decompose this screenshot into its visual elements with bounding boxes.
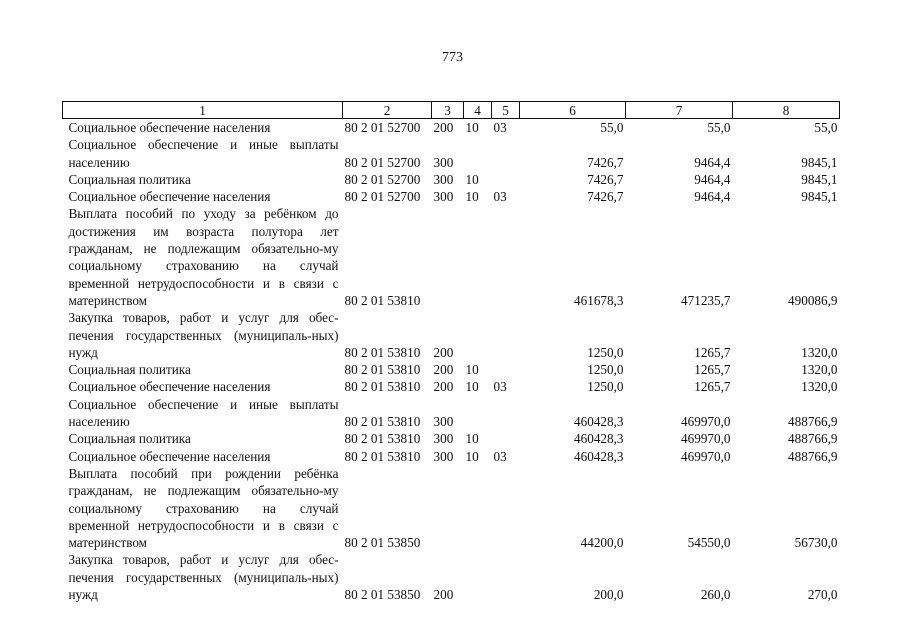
row-name: Социальная политика bbox=[68, 431, 191, 447]
row-col3: 200 bbox=[433, 120, 454, 135]
row-col3: 300 bbox=[433, 154, 454, 170]
row-value-8: 1320,0 bbox=[801, 379, 838, 395]
row-value-7: 55,0 bbox=[707, 120, 731, 135]
row-value-7: 469970,0 bbox=[681, 448, 731, 464]
row-name: Социальное обеспечение и иные выплаты населению bbox=[68, 137, 339, 170]
row-col3: 200 bbox=[433, 587, 454, 603]
row-name: Социальная политика bbox=[68, 362, 191, 378]
row-name: Социальная политика bbox=[68, 171, 191, 187]
row-name-cell bbox=[63, 465, 343, 551]
row-col5 bbox=[492, 309, 520, 361]
row-name-cell bbox=[63, 119, 343, 137]
row-col5: 03 bbox=[493, 189, 507, 205]
row-name: Выплата пособий при рождении ребёнка гражданам, не подлежащим обязательно-му социальному страхованию на случай временной нетрудоспособности и в связи с материнством bbox=[68, 465, 339, 551]
row-col5 bbox=[492, 136, 520, 171]
row-name: Выплата пособий по уходу за ребёнком до достижения им возраста полутора лет гражданам, не подлежащим обязательно-му социальному страхованию на случай временной нетрудоспособности и в связи с материнством bbox=[68, 206, 339, 308]
row-name: Закупка товаров, работ и услуг для обес-печения государственных (муниципаль-ных) нужд bbox=[68, 310, 339, 360]
row-name-cell bbox=[63, 188, 343, 205]
row-col5 bbox=[492, 551, 520, 603]
row-value-7: 9464,4 bbox=[694, 171, 731, 187]
row-value-6: 55,0 bbox=[600, 120, 624, 135]
row-name: Социальное обеспечение населения bbox=[68, 120, 271, 135]
page-number: 773 bbox=[442, 50, 463, 65]
row-name-cell bbox=[63, 361, 343, 378]
table-row bbox=[63, 430, 840, 447]
row-value-8: 9845,1 bbox=[801, 171, 838, 187]
row-name-cell bbox=[63, 309, 343, 361]
row-value-8: 270,0 bbox=[807, 587, 838, 603]
row-name: Социальное обеспечение населения bbox=[68, 189, 271, 205]
row-code: 80 2 01 52700 bbox=[344, 189, 421, 205]
row-name-cell bbox=[63, 448, 343, 465]
row-value-6: 44200,0 bbox=[580, 535, 624, 551]
table-row bbox=[63, 448, 840, 465]
table-row bbox=[63, 309, 840, 361]
row-name: Социальное обеспечение населения bbox=[68, 379, 271, 395]
row-col4 bbox=[464, 205, 492, 309]
row-value-6: 7426,7 bbox=[587, 171, 624, 187]
row-name: Закупка товаров, работ и услуг для обес-печения государственных (муниципаль-ных) нужд bbox=[68, 552, 339, 603]
row-col4: 10 bbox=[465, 448, 479, 464]
row-value-8: 56730,0 bbox=[794, 535, 838, 551]
row-name-cell bbox=[63, 205, 343, 309]
row-col3: 200 bbox=[433, 362, 454, 378]
row-col4 bbox=[464, 309, 492, 361]
table-row bbox=[63, 361, 840, 378]
row-code: 80 2 01 53810 bbox=[344, 292, 421, 308]
row-col5 bbox=[492, 361, 520, 378]
row-col4: 10 bbox=[465, 379, 479, 395]
row-code: 80 2 01 53810 bbox=[344, 414, 421, 430]
column-header-6: 6 bbox=[520, 102, 626, 119]
row-col5 bbox=[492, 465, 520, 551]
row-value-7: 9464,4 bbox=[694, 154, 731, 170]
row-col5: 03 bbox=[493, 448, 507, 464]
row-name-cell bbox=[63, 136, 343, 171]
row-value-6: 1250,0 bbox=[587, 362, 624, 378]
row-name: Социальное обеспечение и иные выплаты населению bbox=[68, 396, 339, 430]
row-col3: 300 bbox=[433, 448, 454, 464]
row-col5: 03 bbox=[493, 120, 507, 135]
row-value-8: 488766,9 bbox=[788, 414, 838, 430]
row-code: 80 2 01 52700 bbox=[344, 171, 421, 187]
row-value-6: 7426,7 bbox=[587, 189, 624, 205]
row-col5 bbox=[492, 205, 520, 309]
row-col5 bbox=[492, 430, 520, 447]
row-col4 bbox=[464, 465, 492, 551]
row-code: 80 2 01 53850 bbox=[344, 535, 421, 551]
row-value-6: 200,0 bbox=[593, 587, 624, 603]
row-col3: 300 bbox=[433, 189, 454, 205]
row-col4: 10 bbox=[465, 431, 479, 447]
row-value-6: 1250,0 bbox=[587, 379, 624, 395]
row-value-8: 1320,0 bbox=[801, 362, 838, 378]
row-value-8: 490086,9 bbox=[788, 292, 838, 308]
row-code: 80 2 01 53810 bbox=[344, 448, 421, 464]
row-name-cell bbox=[63, 396, 343, 431]
row-value-7: 1265,7 bbox=[694, 379, 731, 395]
row-code: 80 2 01 53810 bbox=[344, 379, 421, 395]
table-row bbox=[63, 205, 840, 309]
row-code: 80 2 01 53810 bbox=[344, 431, 421, 447]
row-code: 80 2 01 53850 bbox=[344, 587, 421, 603]
budget-table bbox=[62, 101, 840, 603]
row-col4: 10 bbox=[465, 362, 479, 378]
column-header-1: 1 bbox=[63, 102, 343, 119]
row-name: Социальное обеспечение населения bbox=[68, 448, 271, 464]
row-value-6: 461678,3 bbox=[574, 292, 624, 308]
row-value-6: 460428,3 bbox=[574, 448, 624, 464]
row-col4 bbox=[464, 551, 492, 603]
row-value-8: 9845,1 bbox=[801, 189, 838, 205]
column-header-7: 7 bbox=[626, 102, 733, 119]
row-value-6: 460428,3 bbox=[574, 414, 624, 430]
row-col4: 10 bbox=[465, 171, 479, 187]
row-col5 bbox=[492, 171, 520, 188]
row-col3: 300 bbox=[433, 414, 454, 430]
row-name-cell bbox=[63, 430, 343, 447]
row-value-6: 1250,0 bbox=[587, 344, 624, 360]
row-value-7: 469970,0 bbox=[681, 431, 731, 447]
row-value-7: 9464,4 bbox=[694, 189, 731, 205]
table-row bbox=[63, 378, 840, 395]
row-value-7: 260,0 bbox=[700, 587, 731, 603]
row-value-8: 1320,0 bbox=[801, 344, 838, 360]
row-value-7: 54550,0 bbox=[687, 535, 731, 551]
row-value-8: 488766,9 bbox=[788, 431, 838, 447]
column-header-4: 4 bbox=[464, 102, 492, 119]
table-row bbox=[63, 136, 840, 171]
row-col4: 10 bbox=[465, 120, 479, 135]
table-row bbox=[63, 119, 840, 137]
table-header-row bbox=[63, 102, 840, 119]
column-header-8: 8 bbox=[733, 102, 840, 119]
row-col3 bbox=[432, 465, 464, 551]
row-col3: 200 bbox=[433, 379, 454, 395]
row-col3: 300 bbox=[433, 431, 454, 447]
row-value-8: 55,0 bbox=[814, 120, 838, 135]
row-value-7: 1265,7 bbox=[694, 362, 731, 378]
table-row bbox=[63, 188, 840, 205]
row-name-cell bbox=[63, 171, 343, 188]
row-code: 80 2 01 53810 bbox=[344, 362, 421, 378]
table-row bbox=[63, 396, 840, 431]
row-col3: 200 bbox=[433, 344, 454, 360]
row-value-7: 1265,7 bbox=[694, 344, 731, 360]
row-value-6: 7426,7 bbox=[587, 154, 624, 170]
row-value-8: 488766,9 bbox=[788, 448, 838, 464]
row-code: 80 2 01 53810 bbox=[344, 344, 421, 360]
column-header-5: 5 bbox=[492, 102, 520, 119]
table-row bbox=[63, 551, 840, 603]
table-row bbox=[63, 465, 840, 551]
column-header-2: 2 bbox=[343, 102, 432, 119]
table-row bbox=[63, 171, 840, 188]
row-col3 bbox=[432, 205, 464, 309]
row-col4 bbox=[464, 396, 492, 431]
row-name-cell bbox=[63, 551, 343, 603]
row-code: 80 2 01 52700 bbox=[344, 120, 421, 135]
row-value-8: 9845,1 bbox=[801, 154, 838, 170]
row-code: 80 2 01 52700 bbox=[344, 154, 421, 170]
row-col5 bbox=[492, 396, 520, 431]
row-col4: 10 bbox=[465, 189, 479, 205]
table-body bbox=[63, 119, 840, 604]
row-col5: 03 bbox=[493, 379, 507, 395]
row-name-cell bbox=[63, 378, 343, 395]
row-value-6: 460428,3 bbox=[574, 431, 624, 447]
row-value-7: 471235,7 bbox=[681, 292, 731, 308]
column-header-3: 3 bbox=[432, 102, 464, 119]
row-value-7: 469970,0 bbox=[681, 414, 731, 430]
row-col4 bbox=[464, 136, 492, 171]
row-col3: 300 bbox=[433, 171, 454, 187]
